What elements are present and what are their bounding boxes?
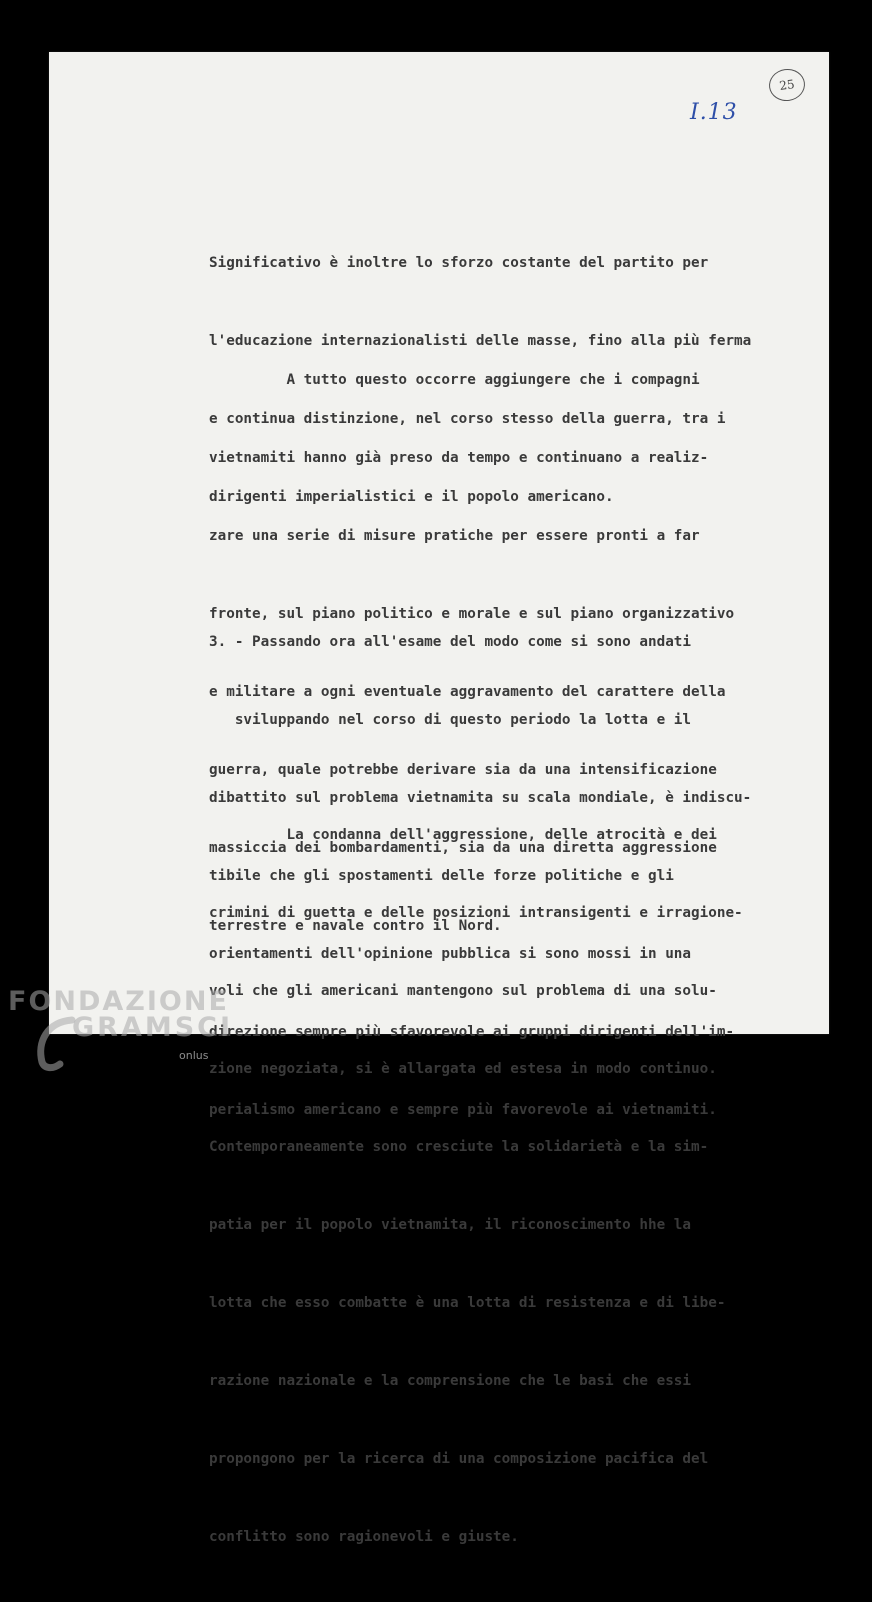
text-line: A tutto questo occorre aggiungere che i compagni [209, 372, 700, 388]
text-line: massiccia dei bombardamenti, sia da una diretta aggressione [209, 840, 717, 856]
archival-mark: I.13 [690, 100, 738, 125]
text-line: dirigenti imperialistici e il popolo americano. [209, 489, 614, 505]
text-line: zare una serie di misure pratiche per essere pronti a far [209, 528, 700, 544]
text-line: e militare a ogni eventuale aggravamento del carattere della [209, 684, 726, 700]
text-line: terrestre e navale contro il Nord. [209, 918, 502, 934]
text-line: zione negoziata, si è allargata ed estesa in modo continuo. [209, 1061, 717, 1077]
text-line: razione nazionale e la comprensione che le basi che essi [209, 1373, 692, 1389]
text-line: sviluppando nel corso di questo periodo la lotta e il [209, 712, 692, 728]
text-line: orientamenti dell'opinione pubblica si sono mossi in una [209, 946, 692, 962]
text-line: conflitto sono ragionevoli e giuste. [209, 1529, 519, 1545]
text-line: dibattito sul problema vietnamita su scala mondiale, è indiscu- [209, 790, 752, 806]
page-number: 25 [778, 77, 796, 93]
watermark-line-1: FONDAZIONE [8, 986, 229, 1017]
text-line: fronte, sul piano politico e morale e sul piano organizzativo [209, 606, 735, 622]
text-line: lotta che esso combatte è una lotta di resistenza e di libe- [209, 1295, 726, 1311]
paragraph-4 [209, 770, 743, 1602]
text-line: crimini di guetta e delle posizioni intransigenti e irragione- [209, 905, 743, 921]
text-line: direzione sempre più sfavorevole ai gruppi dirigenti dell'im- [209, 1024, 735, 1040]
text-line: propongono per la ricerca di una composizione pacifica del [209, 1451, 709, 1467]
watermark-line-2: GRAMSCI [72, 1012, 234, 1043]
text-line: 3. - Passando ora all'esame del modo come si sono andati [209, 634, 692, 650]
watermark-line-3: onlus [179, 1049, 209, 1062]
text-line: Significativo è inoltre lo sforzo costante del partito per [209, 255, 709, 271]
text-line: l'educazione internazionalisti delle masse, fino alla più ferma [209, 333, 752, 349]
text-line: perialismo americano e sempre più favorevole ai vietnamiti. [209, 1102, 717, 1118]
text-line: patia per il popolo vietnamita, il riconoscimento hhe la [209, 1217, 692, 1233]
text-line: vietnamiti hanno già preso da tempo e continuano a realiz- [209, 450, 709, 466]
text-line: tibile che gli spostamenti delle forze politiche e gli [209, 868, 674, 884]
text-line: Contemporaneamente sono cresciute la solidarietà e la sim- [209, 1139, 709, 1155]
text-line: e continua distinzione, nel corso stesso della guerra, tra i [209, 411, 726, 427]
text-line: guerra, quale potrebbe derivare sia da una intensificazione [209, 762, 717, 778]
fondazione-gramsci-watermark [2, 986, 234, 1076]
text-line: voli che gli americani mantengono sul problema di una solu- [209, 983, 717, 999]
text-line: La condanna dell'aggressione, delle atrocità e dei [209, 827, 717, 843]
